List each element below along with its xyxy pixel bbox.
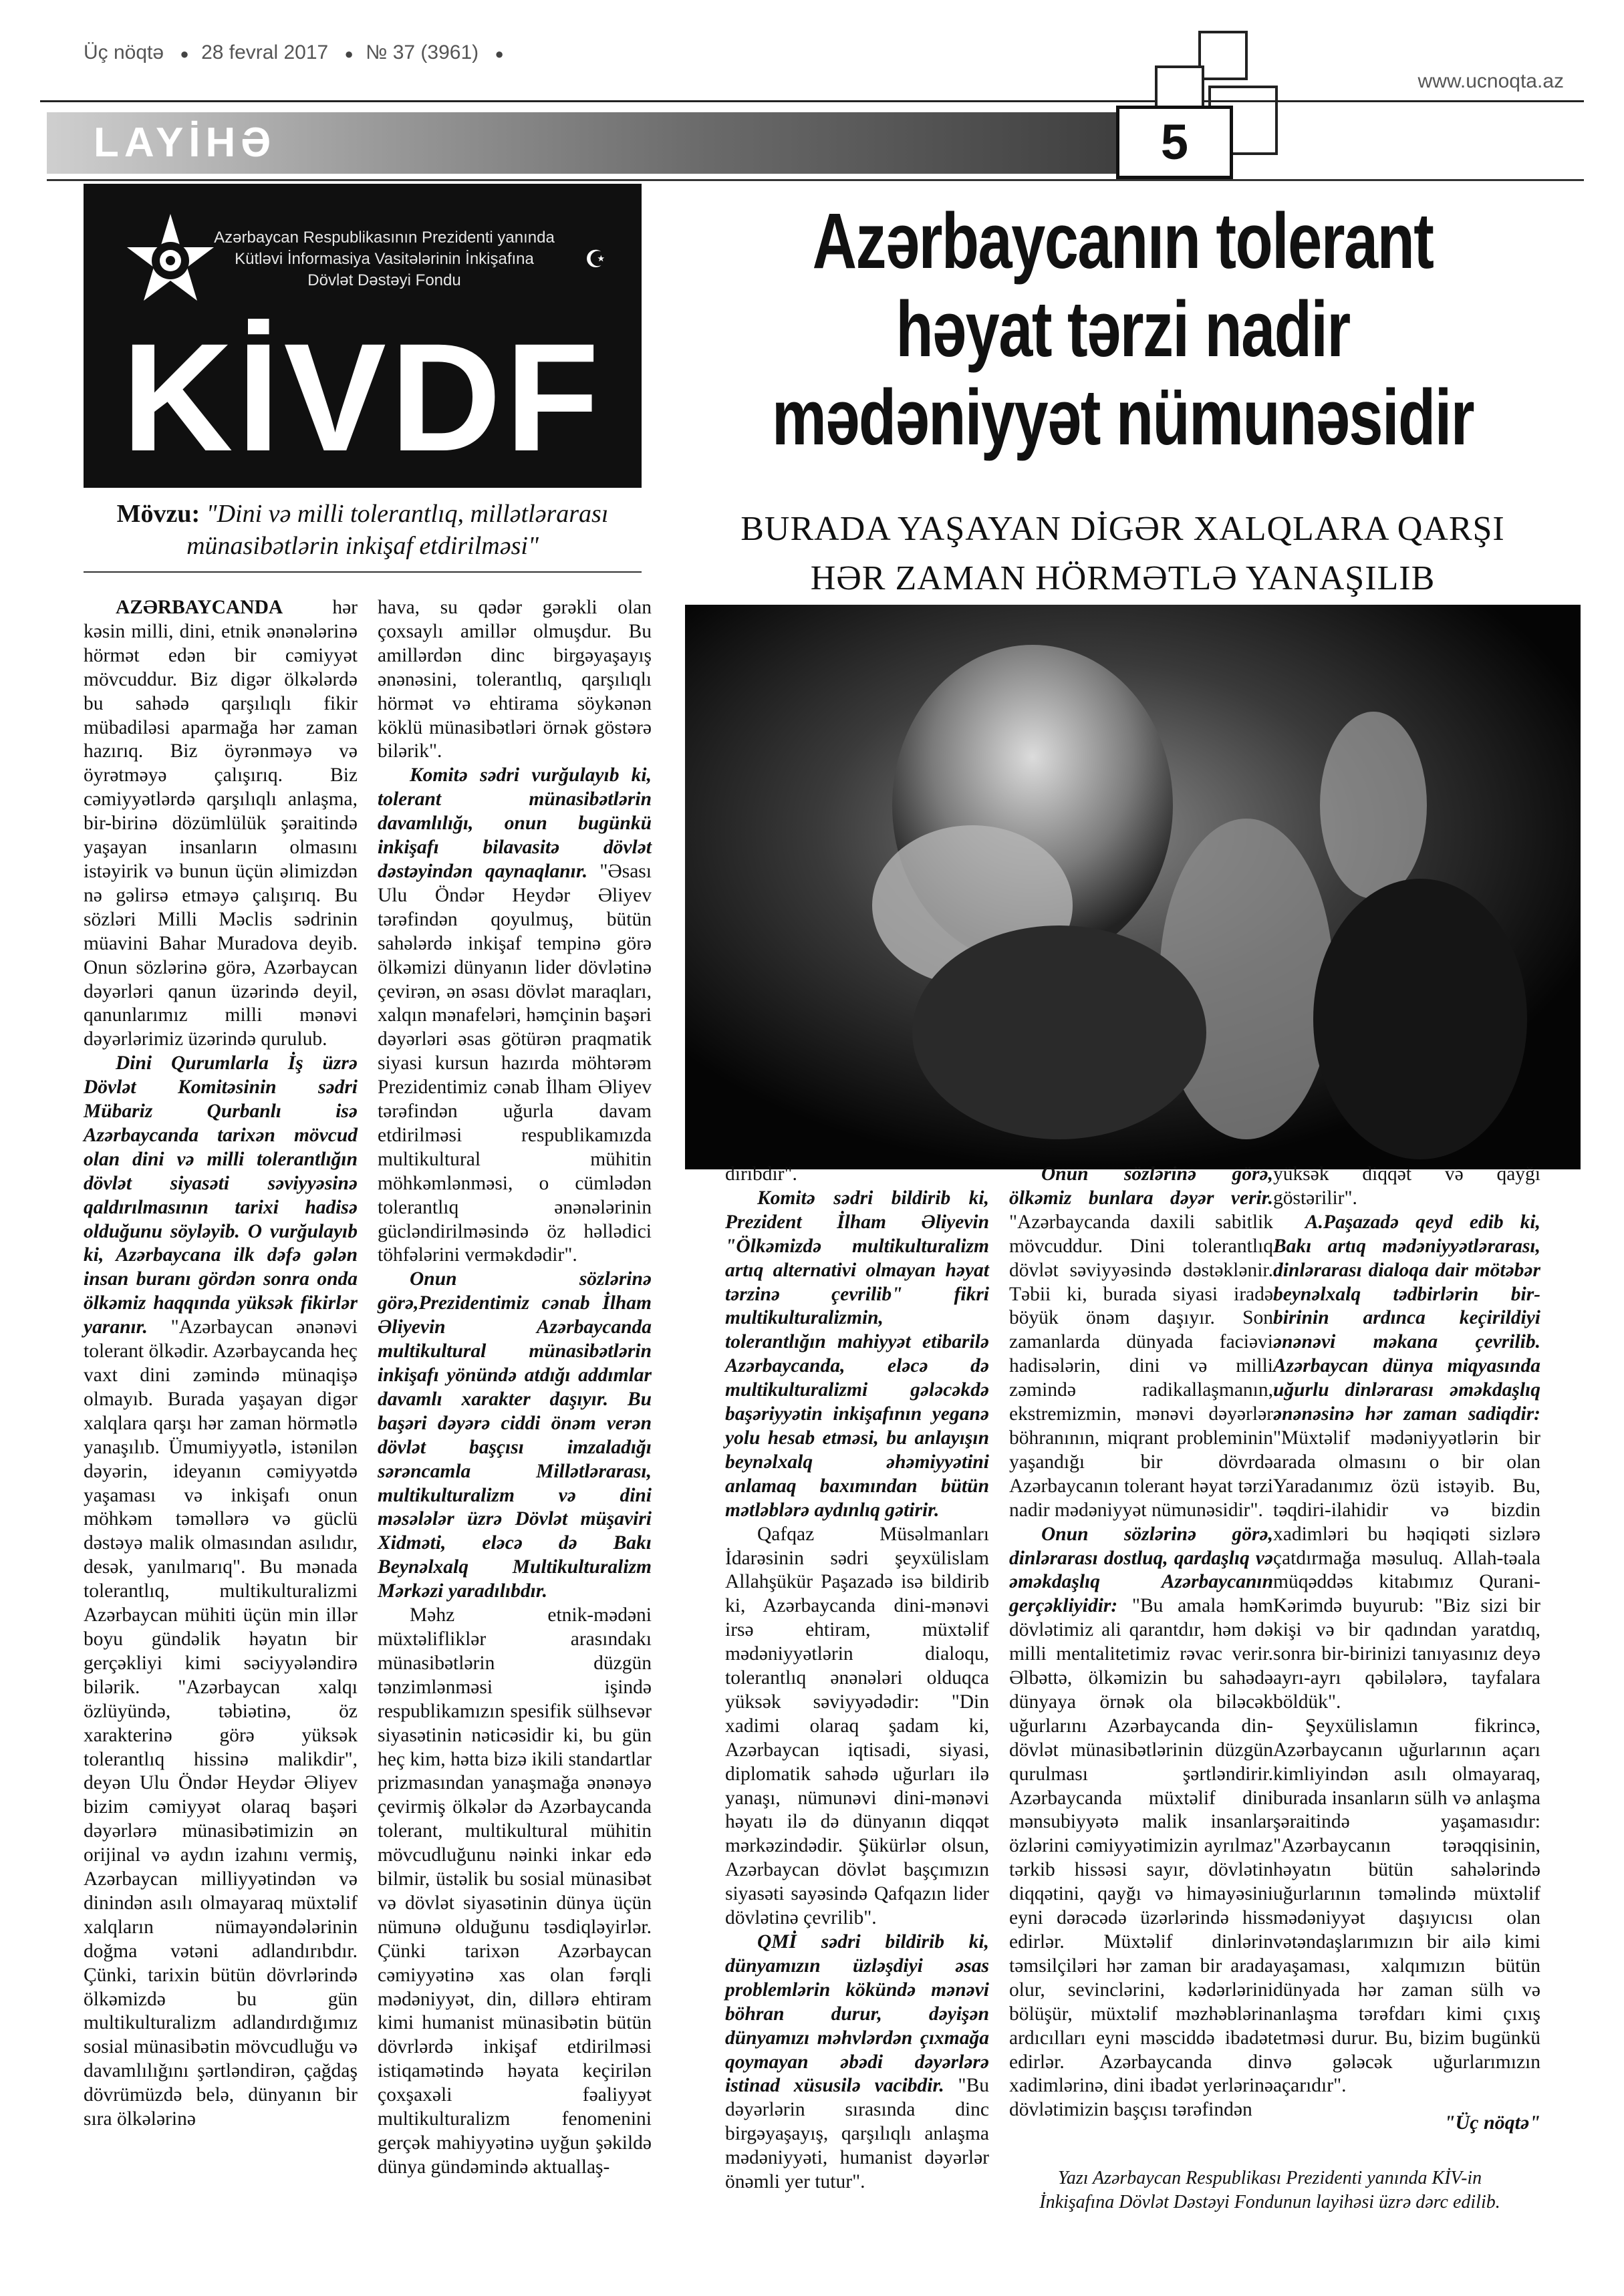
bullet-icon: ● bbox=[495, 45, 504, 62]
paragraph-bold: QMİ sədri bildirib ki, dünyamızın üzləşdiyi əsas problemlərin kökündə mənəvi böhran durur, dəyişən dünyamızı məhvlərdən çıxmağa qoymayan əbədi dəyərlərə istinad xüsusilə vacibdir. bbox=[725, 1931, 989, 2097]
paragraph-bold: A.Paşazadə qeyd edib ki, Bakı artıq mədəniyyətlərarası, dinlərarası dialoqa dair mötəbər beynəlxalq tədbirlərin bir-birinin ardınca keçirildiyi ənənəvi məkana çevrilib. Azərbaycan dünya miqyasında uğurlu dinlərarası əməkdaşlıq ənənəsinə hər zaman sadiqdir: bbox=[1273, 1211, 1540, 1425]
paragraph: "Müxtəlif mədəniyyətlərin bir arada olmasını o bir olan Yaradanımız özü istəyib. Bu, təqdiri-ilahidir və bizdin xadimləri bu həqiqəti sizlərə çatdırmağa məsuluq. Allah-təala müqəddəs kitabımız Qurani-Kərimdə buyurub: "Biz sizi bir kişi və bir qadından yaratdıq, sonra bir-birinizi tanıyasınız deyə ayrı-ayrı qəbilələrə, tayfalara böldük". bbox=[1273, 1427, 1540, 1713]
paragraph-bold: Onun sözlərinə görə, dinlərarası dostluq, qardaşlıq və əməkdaşlıq Azərbaycanın gerçəkliyidir: bbox=[1009, 1523, 1273, 1617]
topic bbox=[84, 498, 642, 562]
bullet-icon: ● bbox=[344, 45, 354, 62]
section-title: LAYİHƏ bbox=[94, 120, 277, 166]
paragraph-bold: Komitə sədri vurğulayıb ki, tolerant münasibətlərin davamlılığı, onun bugünkü inkişafı bilavasitə dövlət dəstəyindən qaynaqlanır. bbox=[378, 764, 652, 882]
paragraph-bold: Onun sözlərinə görə,Prezidentimiz cənab İlham Əliyevin Azərbaycanda multikultural münasibətlərin inkişafı yönündə atdığı addımlar davamlı xarakter daşıyır. Bu başəri dəyərə ciddi önəm verən dövlət başçısı imzaladığı sərəncamla Millətlərarası, multikulturalizm və dini məsələlər üzrə Dövlət müşaviri Xidməti, eləcə də Bakı Beynəlxalq Multikulturalizm Mərkəzi yaradılıbdır. bbox=[378, 1268, 652, 1602]
kivdf-title: KİVDF bbox=[122, 311, 603, 483]
article-column-3 bbox=[725, 1163, 989, 2194]
article-column-2 bbox=[378, 596, 652, 2180]
issue-date: 28 fevral 2017 bbox=[201, 41, 329, 63]
paragraph: "Əsası Ulu Öndər Heydər Əliyev tərəfindən qoyulmuş, bütün sahələrdə inkişaf tempinə görə ölkəmizi dünyanın lider dövlətinə çevirən, ən əsası dövlət maraqları, xalqın mənafeləri, həmçinin başəri dəyərləri əsas götürən praqmatik siyasi kursun hazırda möhtərəm Prezidentimiz cənab İlham Əliyev tərəfindən uğurla davam etdirilməsi respublikamızda multikultural mühitin möhkəmlənməsi, o cümlədən tolerantlıq ənənələrinin gücləndirilməsində öz həllədici töhfələrini verməkdədir". bbox=[378, 860, 652, 1266]
paragraph-bold: Dini Qurumlarla İş üzrə Dövlət Komitəsinin sədri Mübariz Qurbanlı isə Azərbaycanda tarixən mövcud olan dini və milli tolerantlığın dövlət siyasəti səviyyəsinə qaldırılmasının tarixi hadisə olduğunu söyləyib. O vurğulayıb ki, Azərbaycana ilk dəfə gələn insan buranı gördən sonra onda ölkəmiz haqqında yüksək fikirlər yaranır. bbox=[84, 1052, 358, 1338]
subheadline-line-2: HƏR ZAMAN HÖRMƏTLƏ YANAŞILIB bbox=[810, 559, 1436, 597]
newspaper-name: Üç nöqtə bbox=[84, 41, 164, 63]
paragraph-bold: Komitə sədri bildirib ki, Prezident İlham Əliyevin "Ölkəmizdə multikulturalizm artıq alternativi olmayan həyat tərzinə çevrilib" fikri multikulturalizmin, tolerantlığın mahiyyət etibarilə Azərbaycanda, eləcə də multikulturalizmi gələcəkdə başəriyyətin inkişafının yeganə yolu hesab etməsi, bu anlayışın beynəlxalq əhəmiyyətini anlamaq baxımından bütün mətləblərə aydınlıq gətirir. bbox=[725, 1187, 989, 1521]
article-column-5 bbox=[1273, 1163, 1540, 2098]
article-photo bbox=[685, 605, 1581, 1169]
kivdf-banner bbox=[84, 184, 642, 488]
page-number: 5 bbox=[1116, 106, 1233, 179]
paragraph: dırıbdır". bbox=[725, 1163, 797, 1185]
article-footnote: Yazı Azərbaycan Respublikası Prezidenti yanında KİV-in İnkişafına Dövlət Dəstəyi Fondunun layihəsi üzrə dərc edilib. bbox=[1039, 2168, 1500, 2212]
paragraph: "Bu amala həm dövlətimiz ali qarantdır, həm də milli mentalitetimiz rəvac verir. Əlbəttə, ölkəmizin bu sahədə dünyaya örnək ola biləcək uğurlarını Azərbaycanda din-dövlət münasibətlərinin düzgün qurulması şərtləndirir. Azərbaycanda müxtəlif dini mənsubiyyətə malik insanlar özlərini cəmiyyətimizin ayrılmaz tərkib hissəsi sayır, dövlətin diqqətini, qayğı və himayəsini eyni dərəcədə üzərlərində hiss edirlər. Müxtəlif dinlərin təmsilçiləri hər zaman bir arada olur, sevinclərini, kədərlərini bölüşür, müxtəlif məzhəblərin ardıcılları eyni məsciddə ibadət edirlər. Azərbaycanda din xadimlərinə, dini ibadət yerlərinə dövlətimizin başçısı tərəfindən bbox=[1009, 1595, 1273, 2121]
topic-rule bbox=[84, 571, 642, 573]
article-column-4 bbox=[1009, 1163, 1273, 2122]
fund-name: Azərbaycan Respublikasının Prezidenti yanında Kütləvi İnformasiya Vasitələrinin İnkişafına Dövlət Dəstəyi Fondu bbox=[214, 229, 555, 289]
article-lead-word: AZƏRBAYCANDA bbox=[116, 597, 283, 618]
paragraph: hər kəsin milli, dini, etnik ənənələrinə hörmət edən bir cəmiyyət mövcuddur. Biz digər ölkələrdə bu sahədə qarşılıqlı fikir mübadiləsi aparmağa hər zaman hazırıq. Biz öyrənməyə və öyrətməyə çalışırıq. Biz cəmiyyətlərdə qarşılıqlı anlaşma, bir-birinə dözümlülük şəraitində yaşayan insanların olmasını istəyirik və bunun üçün əlimizdən nə gəlirsə etməyə çalışırıq. Bu sözləri Milli Məclis sədrinin müavini Bahar Muradova deyib. Onun sözlərinə görə, Azərbaycan dəyərləri qanun üzərində deyil, qanunlarımız milli mənəvi dəyərlərimiz üzərində qurulub. bbox=[84, 597, 358, 1050]
paragraph: Şeyxülislamın fikrincə, Azərbaycanın uğurlarının açarı kimliyindən asılı olmayaraq, burada insanların sülh və anlaşma şəraitində yaşamasıdır: "Azərbaycanın tərəqqisinin, həyatın bütün sahələrində uğurlarının təməlində müxtəlif mədəniyyət daşıyıcısı olan vətəndaşlarımızın bir ailə kimi yaşaması, xalqımızın bütün dünyada hər zaman sülh və anlaşma tərəfdarı kimi çıxış etməsi durur. Bu, bizim bugünkü və gələcək uğurlarımızın açarıdır". bbox=[1273, 1715, 1540, 2097]
issue-number: № 37 (3961) bbox=[366, 41, 479, 63]
crescent-star-icon: ☪ bbox=[585, 246, 607, 273]
header-rule bbox=[40, 100, 1584, 102]
paragraph: "Azərbaycanda daxili sabitlik mövcuddur. Dini tolerantlıq dövlət səviyyəsində dəstəklənir. Təbii ki, burada siyasi iradə böyük önəm daşıyır. Son zamanlarda dünyada faciəvi hadisələrin, dini və milli zəmində radikallaşmanın, ekstremizmin, mənəvi dəyərlər böhranının, miqrant probleminin yaşandığı bir dövrdə Azərbaycanın tolerant həyat tərzi nadir mədəniyyət nümunəsidir". bbox=[1009, 1211, 1273, 1521]
paragraph-bold: Onun sözlərinə görə, ölkəmiz bunlara dəyər verir. bbox=[1009, 1163, 1273, 1209]
masthead bbox=[84, 41, 685, 82]
section-rule bbox=[47, 179, 1584, 181]
paragraph: "Azərbaycan ənənəvi tolerant ölkədir. Azərbaycanda heç vaxt dini zəmində münaqişə olmayıb. Burada yaşayan digər xalqlara qarşı hər zaman hörmətlə yanaşılıb. Ümumiyyətlə, istənilən dəyərin, ideyanın cəmiyyətdə yaşaması və inkişafı onun möhkəm təməllərə və güclü dəstəyə malik olmasından asılıdır, desək, yanılmarıq". Bu mənada tolerantlıq, multikulturalizmi Azərbaycan mühiti üçün min illər boyu gündəlik həyatın bir gerçəkliyi kimi səciyyələndirə bilərik. "Azərbaycan xalqı özlüyündə, təbiətinə, öz xarakterinə görə yüksək tolerantlıq hissinə malikdir", deyən Ulu Öndər Heydər Əliyev bizim cəmiyyət olaraq başəri dəyərlərə münasibətimizin ən orijinal və aydın izahını vermiş, Azərbaycan milliyyətindən və dinindən asılı olmayaraq müxtəlif xalqların nümayəndələrinin doğma vətəni adlandırıbdır. Çünki, tarixin bütün dövrlərində ölkəmizdə bu gün multikulturalizm adlandırdığımız sosial münasibətin mövcudluğu və davamlılığını şərtləndirən, çağdaş dövrümüzdə belə, dünyanın bir sıra ölkələrinə bbox=[84, 1316, 358, 2130]
article-signature: "Üç nöqtə" bbox=[1444, 2112, 1540, 2134]
topic-text: "Dini və milli tolerantlıq, millətlərarası münasibətlərin inkişaf etdirilməsi" bbox=[186, 500, 609, 560]
bullet-icon: ● bbox=[180, 45, 189, 62]
article-headline: Azərbaycanın tolerant həyat tərzi nadir mədəniyyət nümunəsidir bbox=[771, 197, 1474, 462]
paragraph: Məhz etnik-mədəni müxtəlifliklər arasındakı münasibətlərin düzgün tənzimlənməsi işində respublikamızın spesifik sülhsevər siyasətinin nəticəsidir ki, bu gün heç kim, hətta bizə ikili standartlar prizmasından yanaşmağa ənənəyə çevirmiş ölkələr də Azərbaycanda tolerant, multikultural mühitin mövcudluğunu nəinki inkar edə bilmir, üstəlik bu sosial münasibət və dövlət siyasətinin dünya üçün nümunə olduğunu təsdiqləyirlər. Çünki tarixən Azərbaycan cəmiyyətinə xas olan fərqli mədəniyyət, din, dillərə ehtiram kimi humanist münasibətin bütün dövrlərdə inkişaf etdirilməsi istiqamətində həyata keçirilən çoxşaxəli fəaliyyət multikulturalizm fenomenini gerçək mahiyyətinə uyğun şəkildə dünya gündəmində aktuallaş- bbox=[378, 1604, 652, 2178]
article-column-1 bbox=[84, 596, 358, 2132]
paragraph: "Bu dəyərlərin sırasında dinc birgəyaşayış, qarşılıqlı anlaşma mədəniyyəti, humanist dəyərlər önəmli yer tutur". bbox=[725, 2075, 989, 2193]
paragraph: Qafqaz Müsəlmanları İdarəsinin sədri şeyxülislam Allahşükür Paşazadə isə bildirib ki, Azərbaycanda dini-mənəvi irsə ehtiram, müxtəlif mədəniyyətlərin dialoqu, tolerantlıq ənənələri olduqca yüksək səviyyədədir: "Din xadimi olaraq şadam ki, Azərbaycan iqtisadi, siyasi, diplomatik sahədə uğurları ilə yanaşı, nümunəvi dini-mənəvi həyatı ilə də dünyanın diqqət mərkəzindədir. Şükürlər olsun, Azərbaycan dövlət başçımızın siyasəti sayəsində Qafqazın lider dövlətinə çevrilib". bbox=[725, 1523, 989, 1929]
paragraph: hava, su qədər gərəkli olan çoxsaylı amillər olmuşdur. Bu amillərdən dinc birgəyaşayış ənənəsini, tolerantlıq, qarşılıqlı hörmət və ehtirama söykənən köklü münasibətləri örnək göstərə bilərik". bbox=[378, 597, 652, 762]
website-url[interactable]: www.ucnoqta.az bbox=[1417, 70, 1564, 92]
praying-man-photo bbox=[685, 605, 1581, 1169]
subheadline-line-1: BURADA YAŞAYAN DİGƏR XALQLARA QARŞI bbox=[740, 510, 1505, 548]
paragraph: yüksək diqqət və qayğı göstərilir". bbox=[1273, 1163, 1540, 1209]
topic-label: Mövzu: bbox=[116, 500, 200, 528]
article-subheadline bbox=[668, 505, 1577, 603]
